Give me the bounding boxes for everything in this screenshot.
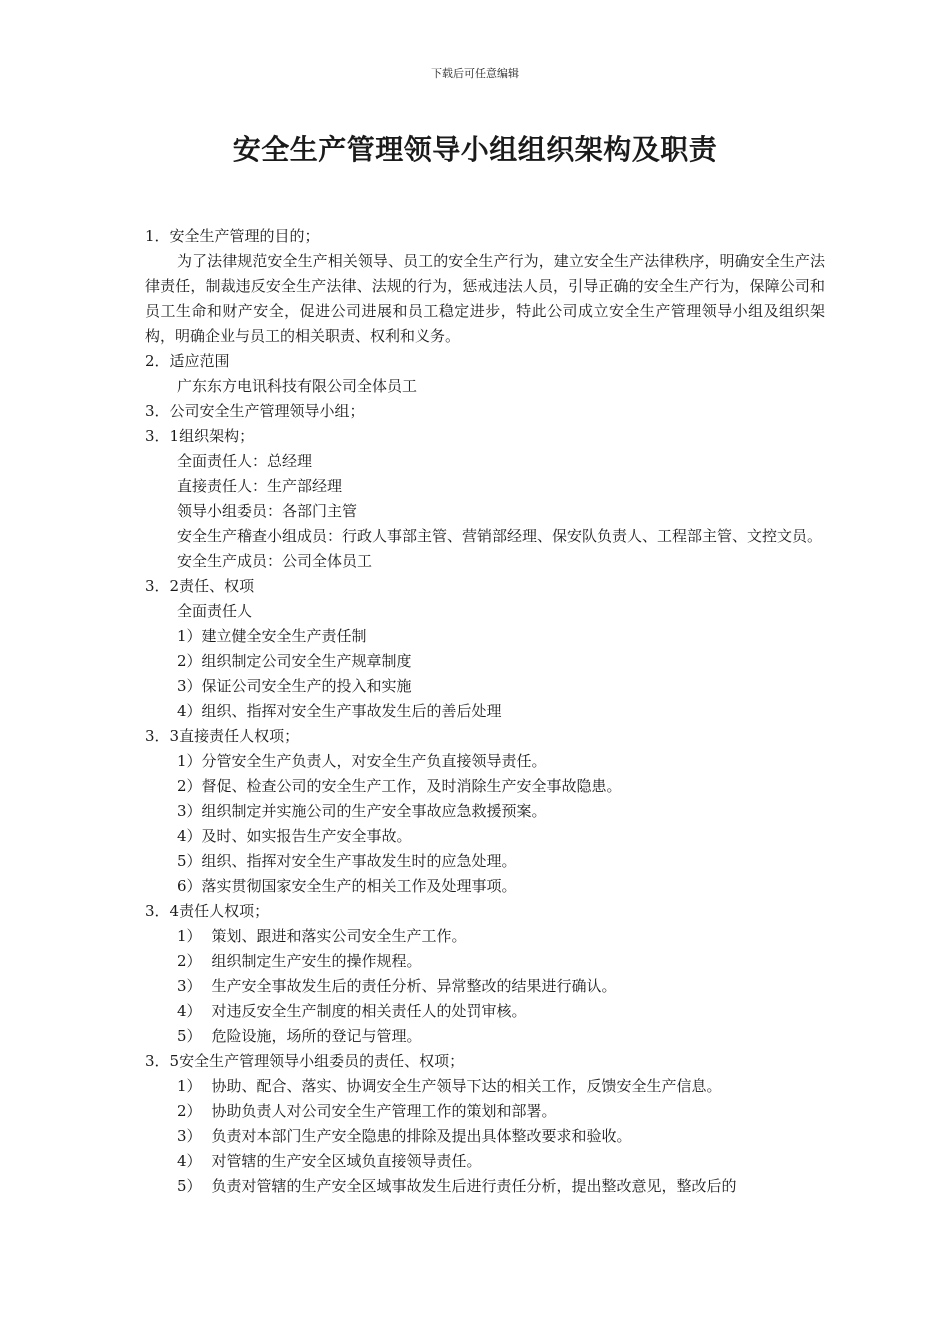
- list-number: 5）: [177, 1027, 202, 1045]
- list-item: [145, 1124, 825, 1149]
- list-number: 2）: [177, 952, 202, 970]
- list-item: 2）督促、检查公司的安全生产工作，及时消除生产安全事故隐患。: [177, 777, 622, 795]
- list-item: 2）组织制定公司安全生产规章制度: [177, 652, 412, 670]
- section-2-text: 广东东方电讯科技有限公司全体员工: [177, 377, 418, 395]
- list-item: [145, 1099, 825, 1124]
- list-item: [145, 974, 825, 999]
- list-number: 4）: [177, 1002, 202, 1020]
- section-3-5-heading: 3．5安全生产管理领导小组委员的责任、权项；: [145, 1052, 465, 1070]
- list-item: 1）分管安全生产负责人，对安全生产负直接领导责任。: [177, 752, 547, 770]
- list-text: 组织制定生产安生的操作规程。: [211, 952, 422, 970]
- list-text: 对违反安全生产制度的相关责任人的处罚审核。: [211, 1002, 527, 1020]
- list-item: 4）组织、指挥对安全生产事故发生后的善后处理: [177, 702, 502, 720]
- section-1-heading: 1．安全生产管理的目的；: [145, 227, 320, 245]
- section-3-3-heading: 3．3直接责任人权项；: [145, 727, 300, 745]
- list-item: 领导小组委员：各部门主管: [177, 502, 358, 520]
- list-item: [145, 1024, 825, 1049]
- section-3-1-heading: 3．1组织架构；: [145, 427, 255, 445]
- list-text: 负责对本部门生产安全隐患的排除及提出具体整改要求和验收。: [211, 1127, 632, 1145]
- list-item: 4）及时、如实报告生产安全事故。: [177, 827, 412, 845]
- list-item: [145, 1174, 825, 1199]
- list-number: 2）: [177, 1102, 202, 1120]
- list-number: 1）: [177, 1077, 202, 1095]
- list-text: 负责对管辖的生产安全区域事故发生后进行责任分析，提出整改意见，整改后的: [211, 1177, 737, 1195]
- list-number: 1）: [177, 927, 202, 945]
- list-item: 3）组织制定并实施公司的生产安全事故应急救援预案。: [177, 802, 547, 820]
- header-note: 下载后可任意编辑: [431, 67, 519, 80]
- list-item: [145, 1149, 825, 1174]
- list-number: 5）: [177, 1177, 202, 1195]
- list-text: 策划、跟进和落实公司安全生产工作。: [211, 927, 467, 945]
- list-text: 生产安全事故发生后的责任分析、异常整改的结果进行确认。: [211, 977, 617, 995]
- list-number: 3）: [177, 1127, 202, 1145]
- list-text: 对管辖的生产安全区域负直接领导责任。: [211, 1152, 482, 1170]
- section-3-2-subheading: 全面责任人: [177, 602, 253, 620]
- list-item: [145, 949, 825, 974]
- list-item: 全面责任人：总经理: [177, 452, 313, 470]
- section-1-paragraph: 为了法律规范安全生产相关领导、员工的安全生产行为，建立安全生产法律秩序，明确安全生产法律责任，制裁违反安全生产法律、法规的行为，惩戒违法人员，引导正确的安全生产行为，保障公司和员工生命和财产安全，促进公司进展和员工稳定进步，特此公司成立安全生产管理领导小组及组织架构，明确企业与员工的相关职责、权利和义务。: [145, 252, 825, 345]
- list-number: 4）: [177, 1152, 202, 1170]
- page-title: 安全生产管理领导小组组织架构及职责: [232, 133, 718, 166]
- document-body: [145, 224, 825, 1199]
- list-text: 协助、配合、落实、协调安全生产领导下达的相关工作，反馈安全生产信息。: [211, 1077, 722, 1095]
- section-3-4-heading: 3．4责任人权项；: [145, 902, 270, 920]
- list-text: 协助负责人对公司安全生产管理工作的策划和部署。: [211, 1102, 557, 1120]
- list-item: 3）保证公司安全生产的投入和实施: [177, 677, 412, 695]
- list-item: 6）落实贯彻国家安全生产的相关工作及处理事项。: [177, 877, 517, 895]
- section-3-2-heading: 3．2责任、权项: [145, 577, 255, 595]
- list-item: [145, 924, 825, 949]
- list-number: 3）: [177, 977, 202, 995]
- list-item: [145, 999, 825, 1024]
- list-item: 直接责任人：生产部经理: [177, 477, 343, 495]
- list-item: 安全生产成员：公司全体员工: [177, 552, 373, 570]
- list-text: 危险设施，场所的登记与管理。: [211, 1027, 422, 1045]
- list-item: [145, 1074, 825, 1099]
- section-2-heading: 2．适应范围: [145, 352, 230, 370]
- list-item: 安全生产稽查小组成员：行政人事部主管、营销部经理、保安队负责人、工程部主管、文控文员。: [177, 527, 823, 545]
- list-item: 5）组织、指挥对安全生产事故发生时的应急处理。: [177, 852, 517, 870]
- section-3-heading: 3．公司安全生产管理领导小组；: [145, 402, 365, 420]
- list-item: 1）建立健全安全生产责任制: [177, 627, 367, 645]
